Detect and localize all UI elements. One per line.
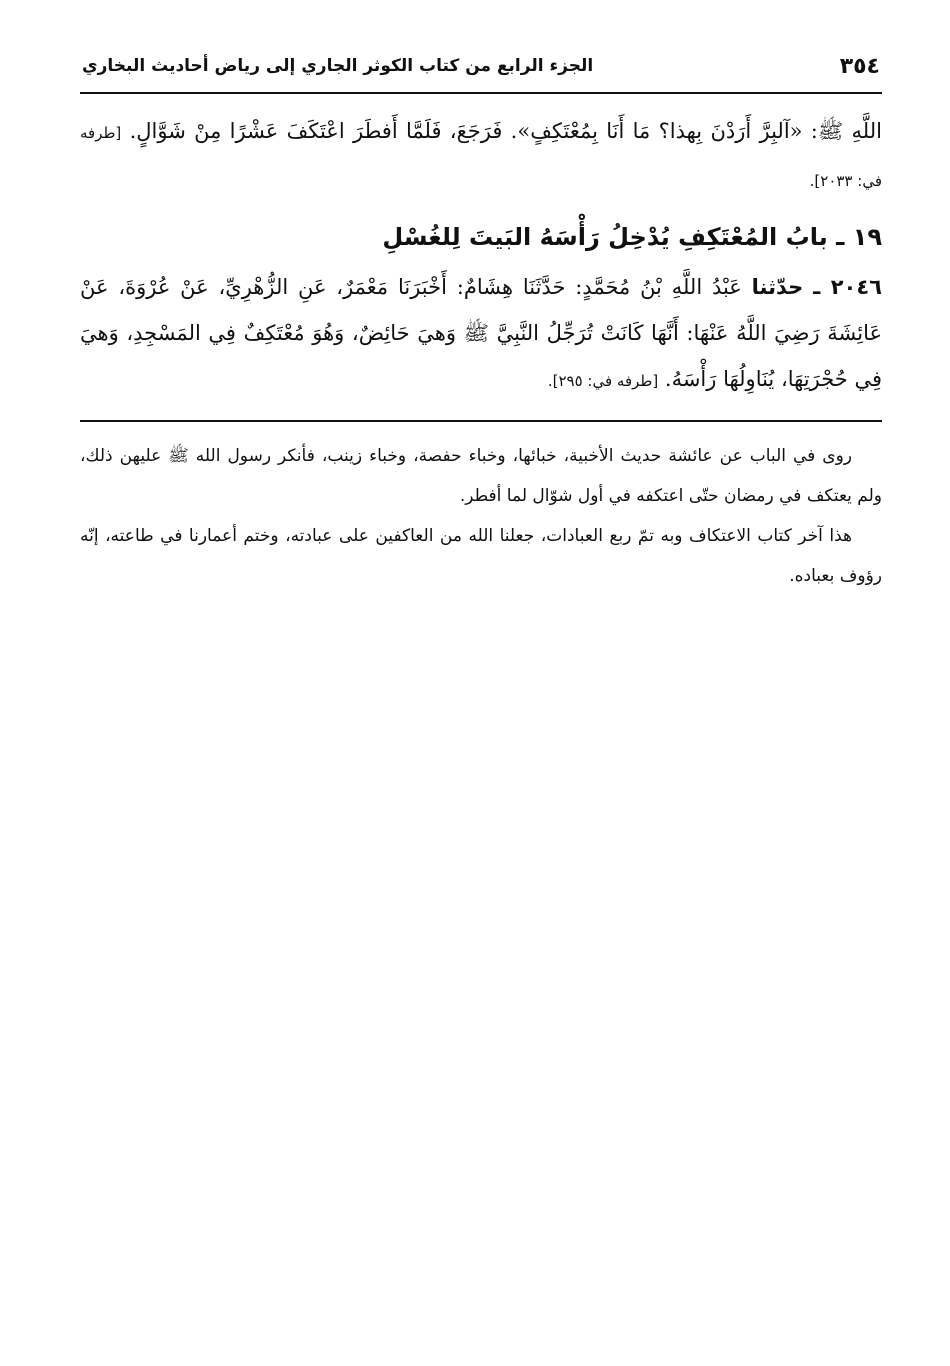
hadith-text: عَبْدُ اللَّهِ بْنُ مُحَمَّدٍ: حَدَّثَنَا هِشَامٌ: أَخْبَرَنَا مَعْمَرٌ، عَنِ الزُّهْرِيِّ، عَنْ عُرْوَةَ، عَنْ عَائِشَةَ رَضِيَ اللَّهُ عَنْهَا: أَنَّهَا كَانَتْ تُرَجِّلُ النَّبِيَّ ﷺ وَهيَ حَائِضٌ، وَهُوَ مُعْتَكِفٌ فِي المَسْجِدِ، وَهيَ فِي حُجْرَتِهَا، يُنَاوِلُهَا رَأْسَهُ.: [80, 275, 882, 391]
page-number: ٣٥٤: [839, 54, 880, 79]
cross-reference: [طرفه في: ٢٩٥].: [547, 372, 659, 390]
commentary-paragraph: هذا آخر كتاب الاعتكاف وبه تمّ ربع العبادات، جعلنا الله من العاكفين على عبادته، وختم أعمارنا في طاعته، إنّه رؤوف بعباده.: [80, 526, 882, 586]
hadith-intro: حدّثنا: [751, 275, 804, 299]
hadith-paragraph: [80, 264, 882, 404]
continuation-paragraph: [80, 108, 882, 204]
commentary-paragraph: روى في الباب عن عائشة حديث الأخبية، خبائها، وخباء حفصة، وخباء زينب، فأنكر رسول الله ﷺ عليهن ذلك، ولم يعتكف في رمضان حتّى اعتكفه في أول شوّال لما أفطر.: [80, 446, 882, 506]
page-header: [80, 48, 882, 94]
footnote-divider: [80, 420, 882, 422]
commentary: [80, 436, 882, 596]
hadith-number: ٢٠٤٦ ـ: [813, 275, 882, 299]
main-text: [80, 108, 882, 404]
continuation-text: اللَّهِ ﷺ: «آلبِرَّ أَرَدْنَ بِهذا؟ مَا أَنَا بِمُعْتَكِفٍ». فَرَجَعَ، فَلَمَّا أَفطَرَ اعْتَكَفَ عَشْرًا مِنْ شَوَّالٍ.: [129, 119, 882, 143]
cross-reference: [طرفه في: ٢٠٣٣].: [80, 124, 882, 190]
chapter-heading: ١٩ ـ بابُ المُعْتَكِفِ يُدْخِلُ رَأْسَهُ البَيتَ لِلغُسْلِ: [382, 223, 882, 251]
running-title: الجزء الرابع من كتاب الكوثر الجاري إلى رياض أحاديث البخاري: [82, 56, 594, 76]
